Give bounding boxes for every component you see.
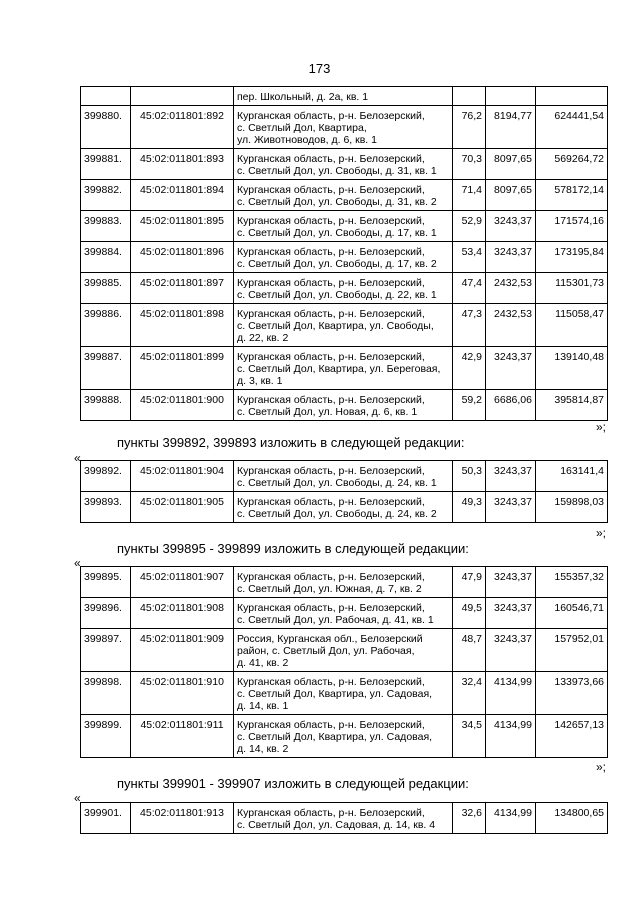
cell-unit-value: 3243,37 (486, 347, 536, 390)
table-row (81, 149, 608, 180)
cell-address: Курганская область, р-н. Белозерский, с. Светлый Дол, Квартира, ул. Свободы, д. 22, кв. 2 (234, 304, 453, 347)
cell-cadastral-number (131, 87, 234, 106)
cell-cadastral-value: 115301,73 (536, 273, 608, 304)
cell-row-number: 399893. (81, 492, 131, 523)
cell-area: 49,5 (453, 598, 486, 629)
cell-cadastral-value: 139140,48 (536, 347, 608, 390)
cell-row-number: 399896. (81, 598, 131, 629)
cell-area: 47,3 (453, 304, 486, 347)
page-number: 173 (308, 61, 331, 76)
cell-row-number (81, 87, 131, 106)
table-row (81, 567, 608, 598)
cell-address: Курганская область, р-н. Белозерский, с. Светлый Дол, ул. Рабочая, д. 41, кв. 1 (234, 598, 453, 629)
cell-cadastral-value: 133973,66 (536, 672, 608, 715)
table-row (81, 672, 608, 715)
cell-unit-value: 4134,99 (486, 672, 536, 715)
cell-area: 48,7 (453, 629, 486, 672)
table-row (81, 715, 608, 758)
caption-1: пункты 399892, 399893 изложить в следующей редакции: (117, 435, 465, 450)
cell-unit-value: 2432,53 (486, 273, 536, 304)
cell-cadastral-value: 173195,84 (536, 242, 608, 273)
table-row (81, 492, 608, 523)
cell-cadastral-number: 45:02:011801:908 (131, 598, 234, 629)
cell-unit-value: 3243,37 (486, 567, 536, 598)
cell-row-number: 399887. (81, 347, 131, 390)
cell-cadastral-value (536, 87, 608, 106)
cell-address: Курганская область, р-н. Белозерский, с. Светлый Дол, Квартира, ул. Животноводов, д. 6, кв. 1 (234, 106, 453, 149)
cell-unit-value: 3243,37 (486, 629, 536, 672)
table-row (81, 629, 608, 672)
cell-cadastral-number: 45:02:011801:898 (131, 304, 234, 347)
cell-cadastral-number: 45:02:011801:904 (131, 461, 234, 492)
cell-address: Курганская область, р-н. Белозерский, с. Светлый Дол, ул. Свободы, д. 17, кв. 1 (234, 211, 453, 242)
table-row (81, 87, 608, 106)
cell-address: Курганская область, р-н. Белозерский, с. Светлый Дол, ул. Свободы, д. 17, кв. 2 (234, 242, 453, 273)
open-quote-2: « (74, 556, 81, 570)
cell-area: 70,3 (453, 149, 486, 180)
cell-unit-value: 4134,99 (486, 803, 536, 834)
cell-address: Курганская область, р-н. Белозерский, с. Светлый Дол, ул. Свободы, д. 31, кв. 2 (234, 180, 453, 211)
cell-row-number: 399888. (81, 390, 131, 421)
cell-address: Курганская область, р-н. Белозерский, с. Светлый Дол, ул. Свободы, д. 24, кв. 1 (234, 461, 453, 492)
cell-area: 71,4 (453, 180, 486, 211)
cell-address: Курганская область, р-н. Белозерский, с. Светлый Дол, Квартира, ул. Береговая, д. 3, кв. 1 (234, 347, 453, 390)
cell-unit-value: 4134,99 (486, 715, 536, 758)
cell-unit-value: 3243,37 (486, 242, 536, 273)
table-3 (80, 566, 608, 758)
cell-area: 49,3 (453, 492, 486, 523)
cell-row-number: 399883. (81, 211, 131, 242)
table-row (81, 390, 608, 421)
cell-row-number: 399885. (81, 273, 131, 304)
close-quote-1: »; (596, 420, 607, 434)
cell-cadastral-number: 45:02:011801:913 (131, 803, 234, 834)
table-row (81, 106, 608, 149)
cell-address: Курганская область, р-н. Белозерский, с. Светлый Дол, ул. Свободы, д. 22, кв. 1 (234, 273, 453, 304)
open-quote-1: « (74, 451, 81, 465)
cell-row-number: 399895. (81, 567, 131, 598)
cell-area: 59,2 (453, 390, 486, 421)
cell-address: пер. Школьный, д. 2а, кв. 1 (234, 87, 453, 106)
table-row (81, 461, 608, 492)
cell-area: 47,9 (453, 567, 486, 598)
cell-cadastral-value: 160546,71 (536, 598, 608, 629)
table-row (81, 803, 608, 834)
cell-row-number: 399882. (81, 180, 131, 211)
cell-address: Россия, Курганская обл., Белозерский район, с. Светлый Дол, ул. Рабочая, д. 41, кв. 2 (234, 629, 453, 672)
cell-cadastral-number: 45:02:011801:909 (131, 629, 234, 672)
cell-row-number: 399880. (81, 106, 131, 149)
cell-cadastral-number: 45:02:011801:899 (131, 347, 234, 390)
cell-address: Курганская область, р-н. Белозерский, с. Светлый Дол, ул. Свободы, д. 24, кв. 2 (234, 492, 453, 523)
cell-row-number: 399886. (81, 304, 131, 347)
cell-cadastral-number: 45:02:011801:893 (131, 149, 234, 180)
cell-cadastral-number: 45:02:011801:910 (131, 672, 234, 715)
cell-area: 53,4 (453, 242, 486, 273)
cell-area: 47,4 (453, 273, 486, 304)
cell-area: 32,4 (453, 672, 486, 715)
cell-address: Курганская область, р-н. Белозерский, с. Светлый Дол, Квартира, ул. Садовая, д. 14, кв. 2 (234, 715, 453, 758)
table-row (81, 180, 608, 211)
cell-cadastral-value: 142657,13 (536, 715, 608, 758)
cell-cadastral-value: 163141,4 (536, 461, 608, 492)
cell-cadastral-value: 569264,72 (536, 149, 608, 180)
cell-unit-value: 3243,37 (486, 211, 536, 242)
caption-2: пункты 399895 - 399899 изложить в следующей редакции: (117, 541, 469, 556)
cell-unit-value (486, 87, 536, 106)
cell-cadastral-value: 115058,47 (536, 304, 608, 347)
cell-cadastral-value: 134800,65 (536, 803, 608, 834)
cell-cadastral-number: 45:02:011801:895 (131, 211, 234, 242)
cell-area: 52,9 (453, 211, 486, 242)
caption-3: пункты 399901 - 399907 изложить в следующей редакции: (117, 776, 469, 791)
cell-cadastral-value: 157952,01 (536, 629, 608, 672)
cell-cadastral-value: 159898,03 (536, 492, 608, 523)
cell-area: 34,5 (453, 715, 486, 758)
table-1 (80, 86, 608, 421)
cell-unit-value: 3243,37 (486, 492, 536, 523)
cell-address: Курганская область, р-н. Белозерский, с. Светлый Дол, ул. Новая, д. 6, кв. 1 (234, 390, 453, 421)
cell-unit-value: 8194,77 (486, 106, 536, 149)
cell-cadastral-number: 45:02:011801:907 (131, 567, 234, 598)
cell-address: Курганская область, р-н. Белозерский, с. Светлый Дол, ул. Южная, д. 7, кв. 2 (234, 567, 453, 598)
table-4 (80, 802, 608, 834)
cell-unit-value: 8097,65 (486, 149, 536, 180)
table-row (81, 273, 608, 304)
close-quote-3: »; (596, 760, 607, 774)
cell-row-number: 399898. (81, 672, 131, 715)
cell-cadastral-number: 45:02:011801:905 (131, 492, 234, 523)
cell-cadastral-number: 45:02:011801:892 (131, 106, 234, 149)
cell-unit-value: 6686,06 (486, 390, 536, 421)
cell-cadastral-value: 171574,16 (536, 211, 608, 242)
cell-unit-value: 2432,53 (486, 304, 536, 347)
table-row (81, 242, 608, 273)
cell-cadastral-value: 624441,54 (536, 106, 608, 149)
cell-cadastral-number: 45:02:011801:900 (131, 390, 234, 421)
cell-cadastral-number: 45:02:011801:896 (131, 242, 234, 273)
table-row (81, 598, 608, 629)
cell-area (453, 87, 486, 106)
cell-area: 42,9 (453, 347, 486, 390)
cell-row-number: 399901. (81, 803, 131, 834)
table-row (81, 211, 608, 242)
cell-cadastral-number: 45:02:011801:897 (131, 273, 234, 304)
cell-unit-value: 3243,37 (486, 461, 536, 492)
cell-area: 76,2 (453, 106, 486, 149)
cell-row-number: 399884. (81, 242, 131, 273)
cell-row-number: 399899. (81, 715, 131, 758)
table-row (81, 304, 608, 347)
cell-row-number: 399881. (81, 149, 131, 180)
cell-area: 50,3 (453, 461, 486, 492)
cell-cadastral-number: 45:02:011801:894 (131, 180, 234, 211)
cell-unit-value: 3243,37 (486, 598, 536, 629)
cell-address: Курганская область, р-н. Белозерский, с. Светлый Дол, ул. Свободы, д. 31, кв. 1 (234, 149, 453, 180)
open-quote-3: « (74, 791, 81, 805)
table-row (81, 347, 608, 390)
cell-cadastral-value: 578172,14 (536, 180, 608, 211)
cell-area: 32,6 (453, 803, 486, 834)
cell-row-number: 399897. (81, 629, 131, 672)
cell-cadastral-value: 395814,87 (536, 390, 608, 421)
cell-cadastral-value: 155357,32 (536, 567, 608, 598)
cell-row-number: 399892. (81, 461, 131, 492)
cell-address: Курганская область, р-н. Белозерский, с. Светлый Дол, Квартира, ул. Садовая, д. 14, кв. 1 (234, 672, 453, 715)
cell-cadastral-number: 45:02:011801:911 (131, 715, 234, 758)
cell-address: Курганская область, р-н. Белозерский, с. Светлый Дол, ул. Садовая, д. 14, кв. 4 (234, 803, 453, 834)
table-2 (80, 460, 608, 523)
cell-unit-value: 8097,65 (486, 180, 536, 211)
close-quote-2: »; (596, 526, 607, 540)
